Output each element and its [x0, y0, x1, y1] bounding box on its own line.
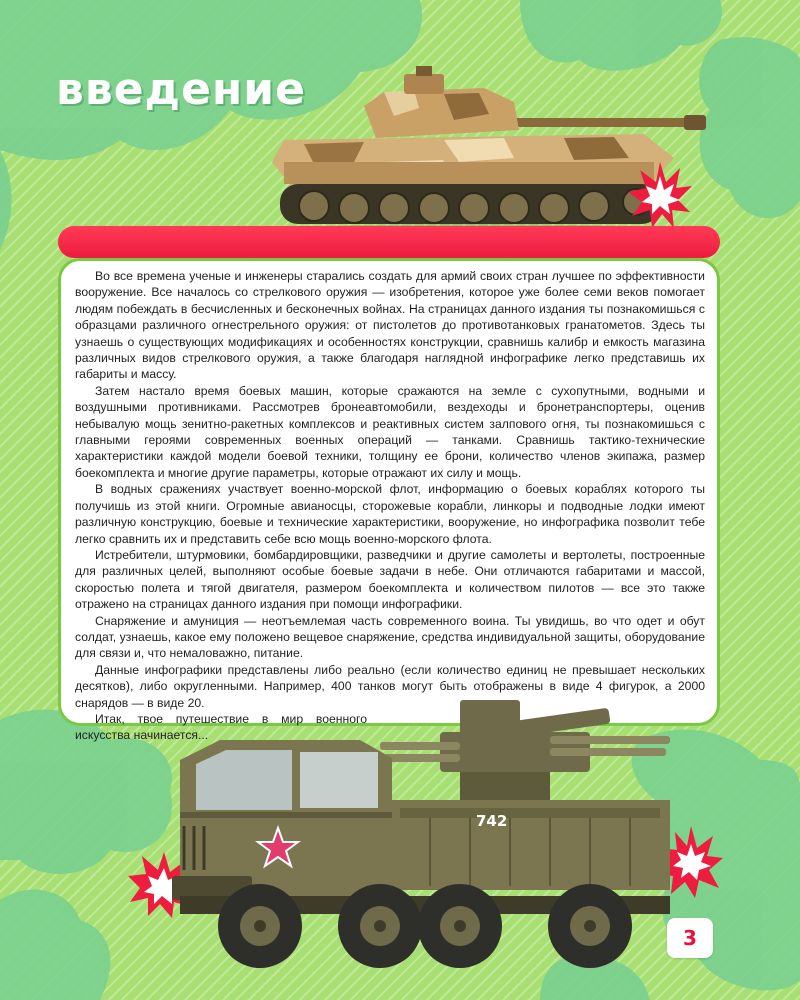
page-title: введение	[56, 64, 306, 115]
intro-paragraph-closing: Итак, твое путешествие в мир военного искусства начинается...	[75, 711, 367, 743]
page-number: 3	[667, 918, 713, 958]
intro-paragraph: Во все времена ученые и инженеры старались создать для армий своих стран лучшее по эффективности вооружение. Все началось со стрелкового оружия — изобретения, которое уже более семи веков помогает людям побеждать в бесчисленных и бесконечных войнах. На страницах данного издания ты познакомишься с образцами различного огнестрельного оружия: от пистолетов до противотанковых гранатометов. Здесь ты узнаешь о существующих модификациях и особенностях конструкции, сравнишь калибр и емкость магазина различных видов стрелкового оружия, а также благодаря наглядной инфографике легко представишь их габариты и массу.	[75, 269, 705, 382]
intro-paragraph: Затем настало время боевых машин, которые сражаются на земле с сухопутными, водными и воздушными противниками. Рассмотрев бронеавтомобили, вездеходы и бронетранспортеры, оценив небывалую мощь зенитно-ракетных комплексов и реактивных систем залпового огня, ты познакомишься с главными героями современных военных операций — танками. Сравнишь тактико-технические характеристики каждой модели боевой техники, толщину ее брони, количество членов экипажа, размер боекомплекта и многие другие параметры, которые отражают их силу и мощь.	[75, 383, 705, 480]
explosion-icon	[628, 162, 692, 228]
air-defense-truck-illustration	[160, 700, 680, 990]
intro-text-panel	[58, 258, 720, 743]
intro-paragraph: Снаряжение и амуниция — неотъемлемая часть современного воина. Ты увидишь, во что одет и обут солдат, узнаешь, какое ему положено вещевое снаряжение, средства индивидуальной защиты, оборудование для связи и, что немаловажно, питание.	[75, 613, 705, 661]
header-bar	[58, 226, 720, 258]
intro-paragraph: В водных сражениях участвует военно-морской флот, информацию о боевых кораблях которого ты получишь из этой книги. Огромные авианосцы, сторожевые корабли, линкоры и подводные лодки имеют различную конструкцию, боевые и технические характеристики, вооружение, но инфографика позволит тебе легко сравнить их и представить себе всю мощь военно-морского флота.	[75, 482, 705, 546]
intro-paragraph: Данные инфографики представлены либо реально (если количество единиц не превышает нескольких десятков), либо округленными. Например, 400 танков могут быть отображены в виде 4 фигурок, а 2000 снарядов — в виде 20.	[75, 662, 705, 710]
truck-number: 742	[476, 812, 508, 830]
intro-paragraph: Истребители, штурмовики, бомбардировщики, разведчики и другие самолеты и вертолеты, построенные для различных целей, выполняют особые боевые задачи в небе. Они отличаются габаритами и массой, скоростью полета и тягой двигателя, размером боекомплекта и количеством пилотов — все это также отражено на страницах данного издания при помощи инфографики.	[75, 547, 705, 612]
